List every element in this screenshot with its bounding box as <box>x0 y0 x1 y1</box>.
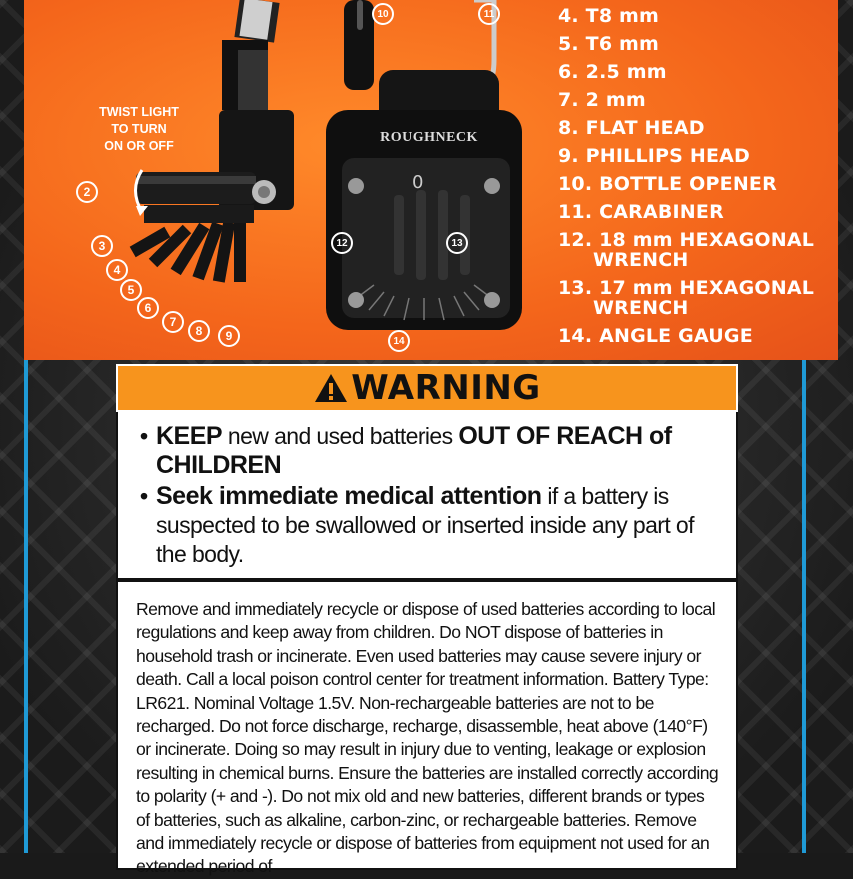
parts-item: 5. T6 mm <box>558 33 660 55</box>
dial-zero-mark: 0 <box>412 172 424 193</box>
callout-4: 4 <box>106 259 128 281</box>
warning-title: WARNING <box>351 368 541 408</box>
parts-list <box>558 2 848 350</box>
callout-10: 10 <box>372 3 394 25</box>
parts-item: 11. CARABINER <box>558 201 724 223</box>
parts-item: 7. 2 mm <box>558 89 646 111</box>
callout-14: 14 <box>388 330 410 352</box>
parts-item: 13. 17 mm HEXAGONAL <box>558 277 815 299</box>
callout-2: 2 <box>76 181 98 203</box>
warning-bullet-medical: • Seek immediate medical attention if a battery is suspected to be swallowed or inserted inside any part of the body. <box>156 482 716 569</box>
right-tool <box>326 0 522 330</box>
warning-body <box>116 412 738 580</box>
parts-item: 8. FLAT HEAD <box>558 117 705 139</box>
parts-item: 6. 2.5 mm <box>558 61 667 83</box>
parts-item-continued: WRENCH <box>593 249 689 271</box>
parts-item: 10. BOTTLE OPENER <box>558 173 777 195</box>
callout-6: 6 <box>137 297 159 319</box>
callout-7: 7 <box>162 311 184 333</box>
callout-8: 8 <box>188 320 210 342</box>
callout-3: 3 <box>91 235 113 257</box>
parts-item: 4. T8 mm <box>558 5 660 27</box>
parts-item-continued: WRENCH <box>593 297 689 319</box>
callout-9: 9 <box>218 325 240 347</box>
warning-triangle-icon <box>313 372 349 404</box>
parts-item: 14. ANGLE GAUGE <box>558 325 753 347</box>
callout-13: 13 <box>446 232 468 254</box>
callout-11: 11 <box>478 3 500 25</box>
warning-bullet-keep: • KEEP new and used batteries OUT OF REACH of CHILDREN <box>156 422 716 480</box>
callout-12: 12 <box>331 232 353 254</box>
battery-info-text: Remove and immediately recycle or dispose of used batteries according to local regulations and keep away from children. Do NOT dispose of batteries in household trash or incinerate. Even used batteries may cause severe injury or death. Call a local poison control center for treatment information. Battery Type: LR621. Nominal Voltage 1.5V. Non-rechargeable batteries are not to be recharged. Do not force discharge, recharge, disassemble, heat above (140°F) or incinerate. Doing so may result in injury due to venting, leakage or explosion resulting in chemical burns. Ensure the batteries are installed correctly according to polarity (+ and -). Do not mix old and new batteries, different brands or types of batteries, such as alkaline, carbon-zinc, or rechargeable batteries. Remove and immediately recycle or dispose of batteries from equipment not used for an extended period of <box>116 580 738 870</box>
brand-logo: ROUGHNECK <box>380 130 478 145</box>
parts-item: 12. 18 mm HEXAGONAL <box>558 229 815 251</box>
twist-light-label: TWIST LIGHT TO TURN ON OR OFF <box>99 105 179 153</box>
product-panel <box>24 0 838 360</box>
warning-header <box>116 364 738 412</box>
callout-5: 5 <box>120 279 142 301</box>
parts-item: 9. PHILLIPS HEAD <box>558 145 751 167</box>
